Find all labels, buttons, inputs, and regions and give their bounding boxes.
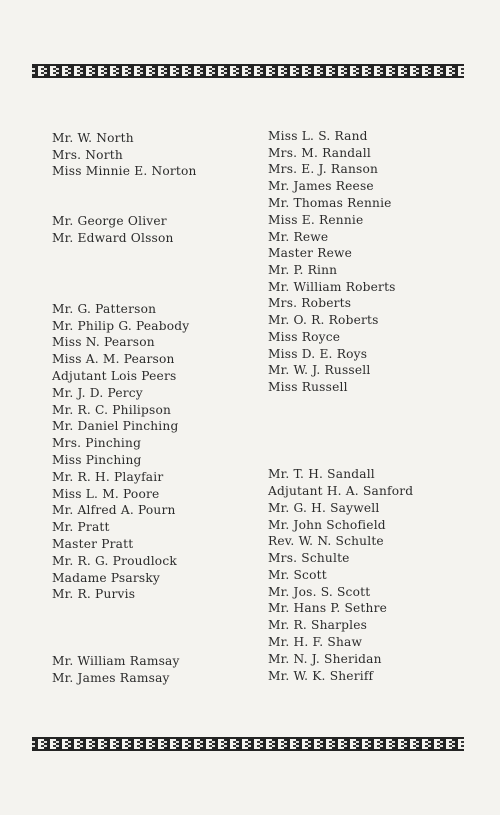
- list-item: Mr. W. North: [52, 131, 134, 145]
- list-item: Mrs. M. Randall: [268, 146, 371, 160]
- list-item: Adjutant H. A. Sanford: [268, 484, 414, 498]
- list-item: Miss Russell: [268, 380, 348, 394]
- list-item: Mr. William Ramsay: [52, 654, 180, 668]
- top-decorative-border: [32, 64, 464, 78]
- list-item: Mr. Daniel Pinching: [52, 419, 179, 433]
- list-item: Madame Psarsky: [52, 571, 161, 585]
- list-item: Mr. R. Purvis: [52, 587, 136, 601]
- list-item: Mrs. Schulte: [268, 551, 350, 565]
- list-item: Mr. H. F. Shaw: [268, 635, 363, 649]
- list-item: Mrs. E. J. Ranson: [268, 162, 379, 176]
- list-item: Mr. R. G. Proudlock: [52, 554, 177, 568]
- list-item: Mr. W. J. Russell: [268, 363, 371, 377]
- list-item: Mr. James Reese: [268, 179, 374, 193]
- list-item: Mrs. Pinching: [52, 436, 142, 450]
- list-item: Mr. G. H. Saywell: [268, 501, 380, 515]
- list-item: Mr. William Roberts: [268, 280, 396, 294]
- list-item: Mr. Philip G. Peabody: [52, 319, 190, 333]
- list-item: Mr. W. K. Sheriff: [268, 669, 374, 683]
- list-item: Mr. Edward Olsson: [52, 231, 174, 245]
- list-item: Mr. Rewe: [268, 230, 329, 244]
- list-item: Adjutant Lois Peers: [52, 369, 177, 383]
- list-item: Mr. Pratt: [52, 520, 110, 534]
- list-item: Miss A. M. Pearson: [52, 352, 175, 366]
- list-item: Miss L. S. Rand: [268, 129, 368, 143]
- bottom-decorative-border: [32, 737, 464, 751]
- list-item: Mr. T. H. Sandall: [268, 467, 375, 481]
- list-item: Mr. J. D. Percy: [52, 386, 143, 400]
- list-item: Mrs. Roberts: [268, 296, 352, 310]
- list-item: Mr. N. J. Sheridan: [268, 652, 382, 666]
- list-item: Mr. Hans P. Sethre: [268, 601, 388, 615]
- list-item: Miss E. Rennie: [268, 213, 364, 227]
- list-item: Mr. O. R. Roberts: [268, 313, 379, 327]
- list-item: Mr. James Ramsay: [52, 671, 170, 685]
- list-item: Miss Pinching: [52, 453, 142, 467]
- list-item: Mr. R. H. Playfair: [52, 470, 164, 484]
- list-item: Mr. Scott: [268, 568, 327, 582]
- list-item: Mr. John Schofield: [268, 518, 386, 532]
- list-item: Mr. R. Sharples: [268, 618, 368, 632]
- list-item: Mr. R. C. Philipson: [52, 403, 172, 417]
- list-item: Miss Royce: [268, 330, 341, 344]
- list-item: Miss N. Pearson: [52, 335, 155, 349]
- list-item: Mrs. North: [52, 148, 123, 162]
- list-item: Mr. George Oliver: [52, 214, 167, 228]
- list-item: Mr. P. Rinn: [268, 263, 338, 277]
- list-item: Mr. Jos. S. Scott: [268, 585, 371, 599]
- list-item: Mr. G. Patterson: [52, 302, 157, 316]
- list-item: Rev. W. N. Schulte: [268, 534, 384, 548]
- list-item: Mr. Alfred A. Pourn: [52, 503, 176, 517]
- list-item: Mr. Thomas Rennie: [268, 196, 392, 210]
- list-item: Master Pratt: [52, 537, 134, 551]
- list-item: Miss Minnie E. Norton: [52, 164, 197, 178]
- list-item: Miss D. E. Roys: [268, 347, 368, 361]
- list-item: Miss L. M. Poore: [52, 487, 160, 501]
- list-item: Master Rewe: [268, 246, 353, 260]
